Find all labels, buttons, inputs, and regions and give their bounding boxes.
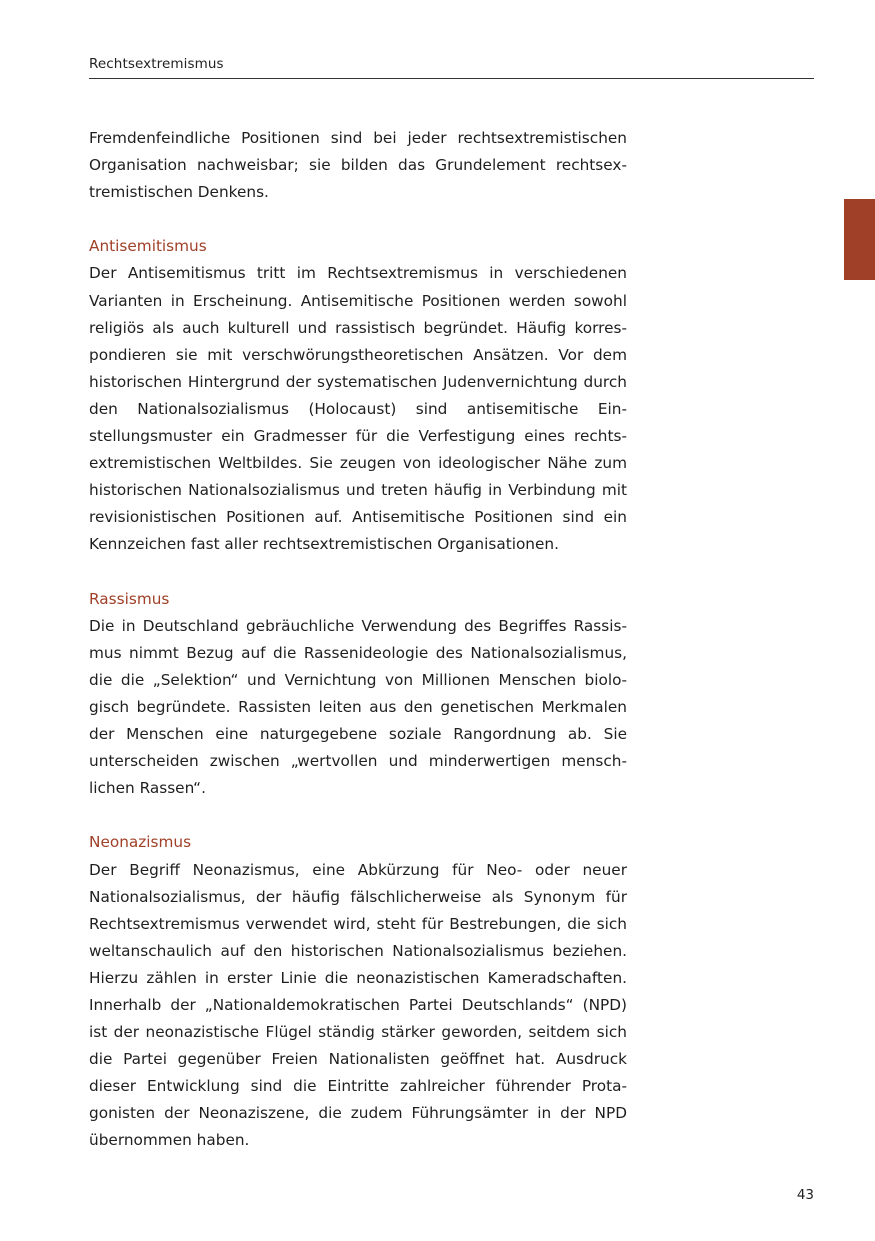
- intro-paragraph: Fremdenfeindliche Positionen sind bei jeder rechtsextremistischen Organisation nachweisbar; sie bilden das Grundelement rechtsextremistischen Denkens.: [89, 129, 627, 202]
- page-content: [89, 125, 627, 1155]
- section-antisemitismus: [89, 233, 627, 558]
- running-header-title: Rechtsextremismus: [89, 56, 224, 72]
- header-divider: [89, 78, 814, 79]
- section-paragraph: Der Antisemitismus tritt im Rechtsextremismus in verschiedenen Varianten in Erscheinung. Antisemitische Positionen werden sowohl religiös als auch kulturell und rassistisch begründet. Häufig korrespondieren sie mit verschwörungstheoretischen Ansätzen. Vor dem historischen Hintergrund der systematischen Judenvernichtung durch den Nationalsozialismus (Holocaust) sind antisemitische Einstellungsmuster ein Gradmesser für die Verfestigung eines rechtsextremistischen Weltbildes. Sie zeugen von ideologischer Nähe zum historischen Nationalsozialismus und treten häufig in Verbindung mit revisionistischen Positionen auf. Antisemitische Positionen sind ein Kennzeichen fast aller rechtsextremistischen Organisationen.: [89, 264, 627, 554]
- section-heading: Rassismus: [89, 589, 170, 608]
- page-number: 43: [796, 1187, 814, 1203]
- section-neonazismus: [89, 829, 627, 1154]
- section-rassismus: [89, 586, 627, 803]
- section-paragraph: Die in Deutschland gebräuchliche Verwendung des Begriffes Rassismus nimmt Bezug auf die Rassenideologie des Nationalsozialismus, die die „Selektion“ und Vernichtung von Millionen Menschen biologisch begründete. Rassisten leiten aus den genetischen Merkmalen der Menschen eine naturgegebene soziale Rangordnung ab. Sie unterscheiden zwischen „wertvollen und minderwertigen menschlichen Rassen“.: [89, 616, 627, 798]
- section-heading: Antisemitismus: [89, 237, 207, 256]
- section-heading: Neonazismus: [89, 833, 192, 852]
- chapter-tab-marker: [844, 199, 875, 280]
- section-paragraph: Der Begriff Neonazismus, eine Abkürzung für Neo- oder neuer Nationalsozialismus, der häufig fälschlicherweise als Synonym für Rechtsextremismus verwendet wird, steht für Bestrebungen, die sich weltanschaulich auf den historischen Nationalsozialismus beziehen. Hierzu zählen in erster Linie die neonazistischen Kameradschaften. Innerhalb der „Nationaldemokratischen Partei Deutschlands“ (NPD) ist der neonazistische Flügel ständig stärker geworden, seitdem sich die Partei gegenüber Freien Nationalisten geöffnet hat. Ausdruck dieser Entwicklung sind die Eintritte zahlreicher führender Protagonisten der Neonaziszene, die zudem Führungsämter in der NPD übernommen haben.: [89, 860, 627, 1150]
